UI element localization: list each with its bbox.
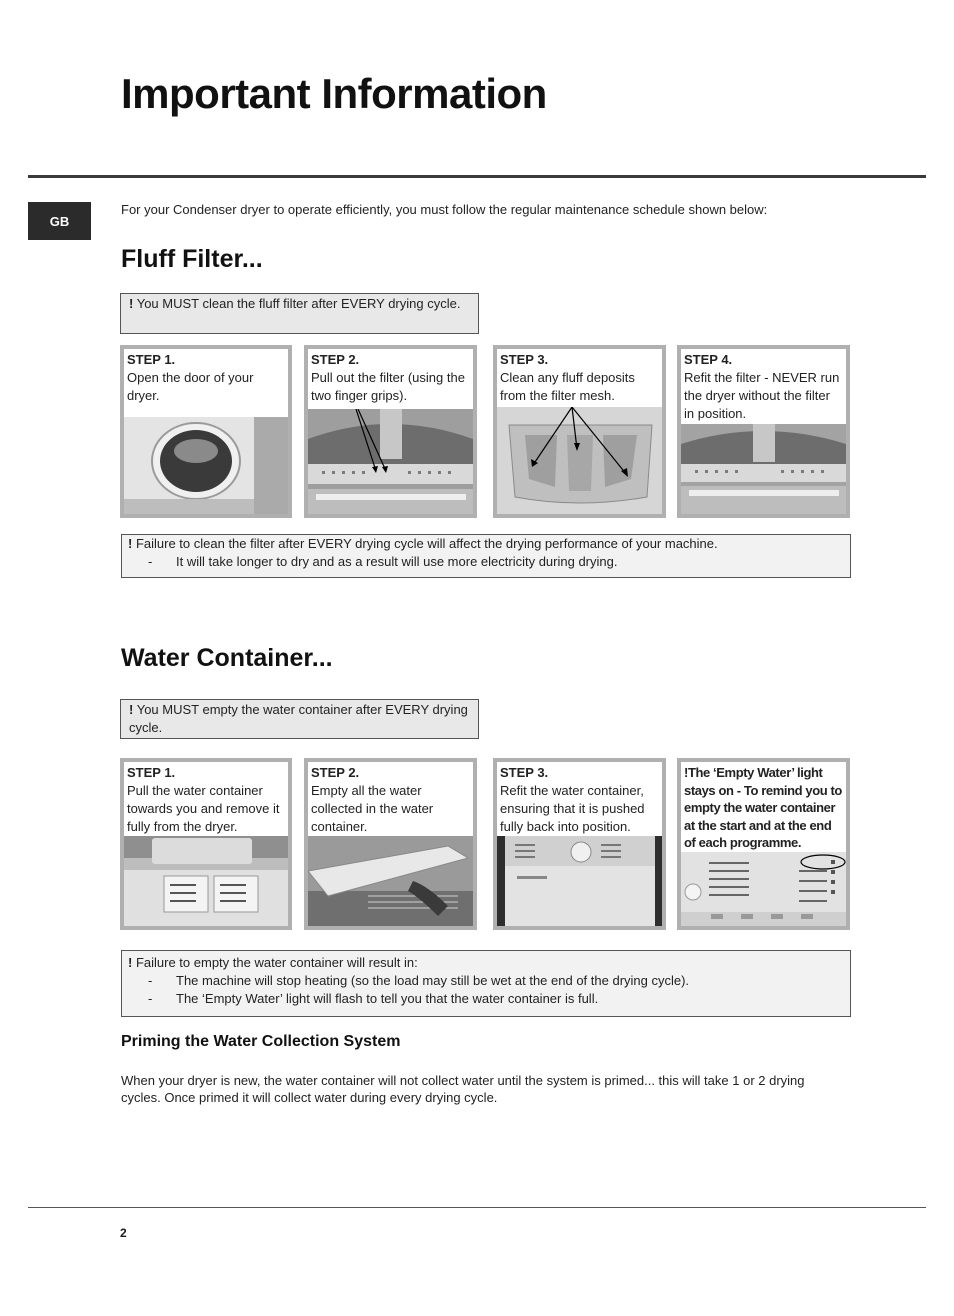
step-title: STEP 1. [127,765,176,780]
top-divider [28,175,926,178]
step-title: STEP 2. [311,352,360,367]
exclamation-icon: ! [684,765,688,780]
water-step-3 [493,758,666,930]
step-text: Open the door of your dryer. [127,370,254,403]
fluff-step-3 [493,345,666,518]
step-text: Refit the filter - NEVER run the dryer without the filter in position. [684,370,840,421]
filter-removal-photo [308,409,473,514]
warning-list-item: - The ‘Empty Water’ light will flash to tell you that the water container is full. [128,990,844,1008]
step-text: Pull out the filter (using the two finger grips). [311,370,465,403]
exclamation-icon: ! [129,702,134,717]
fluff-filter-warning [121,534,851,578]
warning-text: Failure to empty the water container will result in: [132,955,418,970]
note-text: The ‘Empty Water’ light stays on - To remind you to empty the water container at the start and at the end of each programme. [684,765,842,850]
fluff-step-1 [120,345,292,518]
water-container-heading: Water Container... [121,644,333,672]
priming-heading: Priming the Water Collection System [121,1033,401,1050]
water-container-note [120,699,479,739]
water-emptying-photo [308,836,473,926]
priming-text: When your dryer is new, the water container will not collect water until the system is primed... this will take 1 or 2 drying cycles. Once primed it will collect water during every drying cycle. [121,1073,805,1105]
warning-text: Failure to clean the filter after EVERY drying cycle will affect the drying performance of your machine. [132,536,718,551]
page-title: Important Information [121,70,547,117]
step-title: STEP 3. [500,765,549,780]
filter-mesh-photo [497,407,662,514]
intro-text: For your Condenser dryer to operate efficiently, you must follow the regular maintenance schedule shown below: [121,202,768,217]
step-text: Pull the water container towards you and remove it fully from the dryer. [127,783,280,834]
dryer-door-photo [124,417,288,514]
step-text: Clean any fluff deposits from the filter mesh. [500,370,635,403]
exclamation-icon: ! [128,955,133,970]
exclamation-icon: ! [128,536,133,551]
warning-list-item: - The machine will stop heating (so the load may still be wet at the end of the drying cycle). [128,972,844,990]
water-step-2 [304,758,477,930]
water-step-1 [120,758,292,930]
note-text: You MUST empty the water container after EVERY drying cycle. [129,702,468,735]
step-title: STEP 2. [311,765,360,780]
fluff-filter-note [120,293,479,334]
filter-refit-photo [681,424,846,514]
language-tab: GB [28,202,91,240]
fluff-filter-heading: Fluff Filter... [121,245,263,273]
step-title: STEP 4. [684,352,733,367]
exclamation-icon: ! [129,296,134,311]
fluff-step-2 [304,345,477,518]
fluff-step-4 [677,345,850,518]
step-title: STEP 3. [500,352,549,367]
water-container-refit-photo [497,836,662,926]
water-container-warning [121,950,851,1017]
step-text: Refit the water container, ensuring that it is pushed fully back into position. [500,783,645,834]
step-title: STEP 1. [127,352,176,367]
water-container-removal-photo [124,836,288,926]
empty-water-light-note [677,758,850,930]
note-text: You MUST clean the fluff filter after EVERY drying cycle. [133,296,461,311]
bottom-divider [28,1207,926,1208]
page-number: 2 [120,1226,127,1240]
control-panel-photo [681,852,846,926]
step-text: Empty all the water collected in the water container. [311,783,434,834]
warning-list-item: - It will take longer to dry and as a result will use more electricity during drying. [128,553,844,571]
